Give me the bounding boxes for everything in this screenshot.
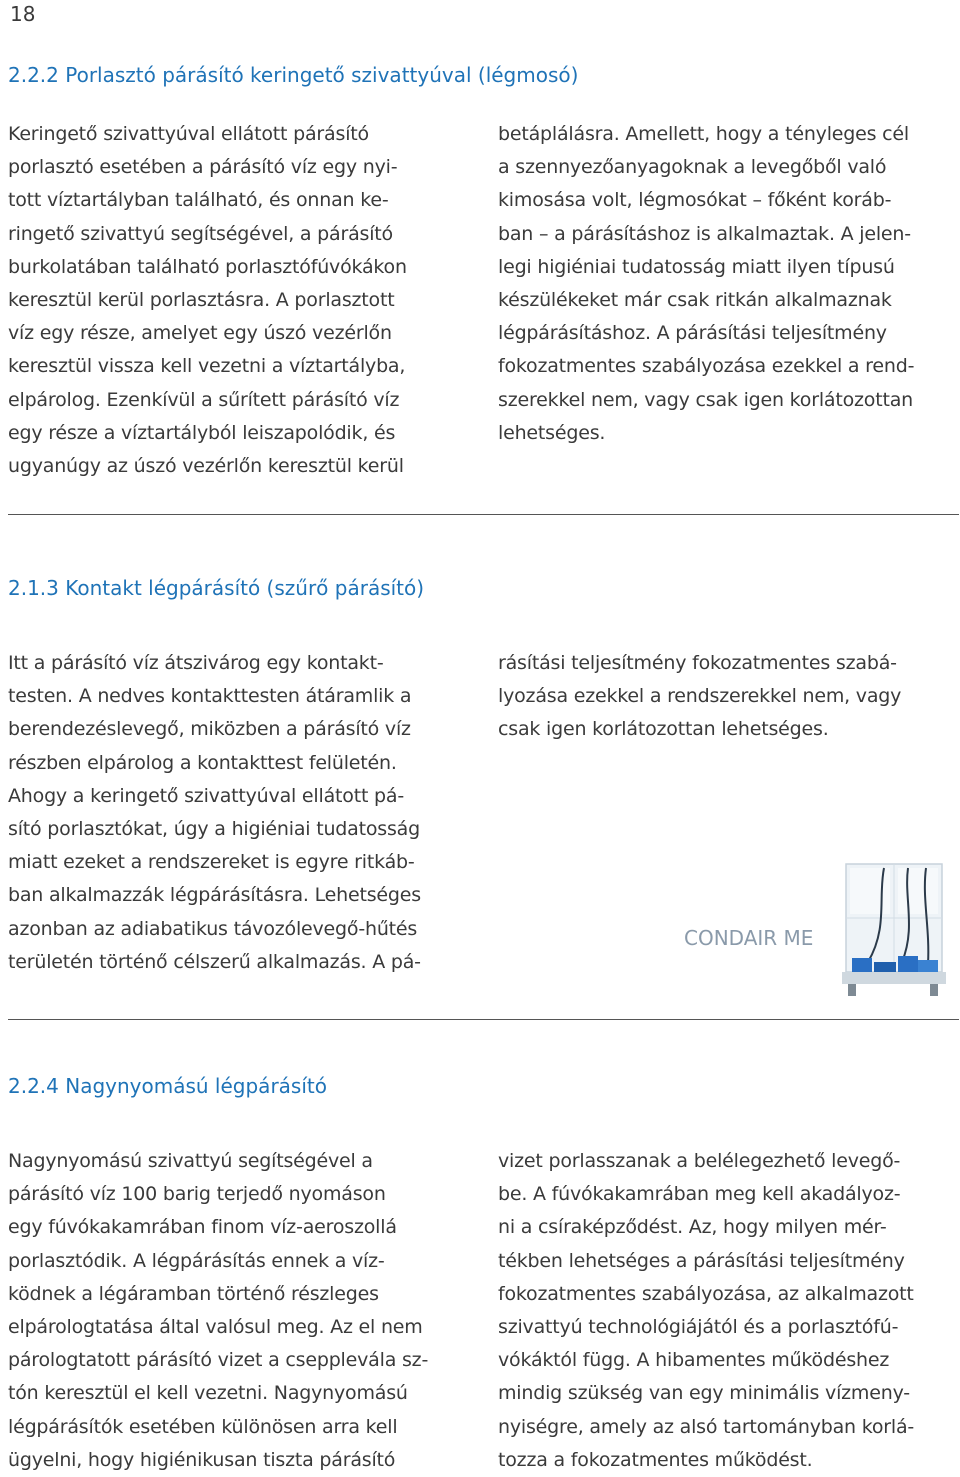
text-line: Ahogy a keringető szivattyúval ellátott pá-: [8, 784, 404, 807]
text-line: sító porlasztókat, úgy a higiéniai tudatosság: [8, 818, 420, 841]
text-line: víz egy része, amelyet egy úszó vezérlőn: [8, 322, 392, 345]
text-line: Nagynyomású szivattyú segítségével a: [8, 1150, 373, 1172]
text-line: keresztül vissza kell vezetni a víztartályba,: [8, 355, 406, 378]
text-line: egy fúvókakamrában finom víz-aeroszollá: [8, 1216, 397, 1239]
section-2-2-2-left-column: [8, 118, 478, 483]
text-line: vókáktól függ. A hibamentes működéshez: [498, 1349, 890, 1372]
section-2-1-3-left-column: [8, 647, 483, 979]
section-2-2-4-right-column: [498, 1145, 958, 1477]
text-line: porlasztódik. A légpárásítás ennek a víz-: [8, 1249, 385, 1272]
text-line: ban alkalmazzák légpárásításra. Lehetséges: [8, 884, 421, 907]
text-line: ügyelni, hogy higiénikusan tiszta párásító: [8, 1448, 396, 1471]
text-line: ringető szivattyú segítségével, a párásító: [8, 222, 393, 245]
text-line: szerekkel nem, vagy csak igen korlátozottan: [498, 388, 914, 411]
text-line: szivattyú technológiájától és a porlasztófú-: [498, 1316, 899, 1339]
text-line: ugyanúgy az úszó vezérlőn keresztül kerül: [8, 455, 404, 478]
text-line: tott víztartályban található, és onnan ke-: [8, 189, 389, 212]
page-number: 18: [10, 2, 36, 26]
text-line: tozza a fokozatmentes működést.: [498, 1448, 813, 1471]
text-line: vizet porlasszanak a belélegezhető levegő-: [498, 1150, 901, 1172]
text-line: tón keresztül el kell vezetni. Nagynyomású: [8, 1382, 408, 1405]
text-line: egy része a víztartályból leiszapolódik, és: [8, 421, 396, 444]
section-2-1-3-right-column: [498, 647, 958, 747]
text-line: tékben lehetséges a párásítási teljesítmény: [498, 1249, 905, 1272]
text-line: légpárásítók esetében különösen arra kell: [8, 1415, 398, 1438]
text-line: miatt ezeket a rendszereket is egyre ritkáb-: [8, 851, 415, 874]
text-line: Keringető szivattyúval ellátott párásító: [8, 123, 369, 145]
section-2-2-4-left-column: [8, 1145, 483, 1477]
text-line: be. A fúvókakamrában meg kell akadályoz-: [498, 1183, 901, 1206]
text-line: részben elpárolog a kontakttest felületén.: [8, 751, 397, 774]
text-line: burkolatában található porlasztófúvókákon: [8, 255, 407, 278]
section-divider: [8, 1019, 959, 1020]
text-line: a szennyezőanyagoknak a levegőből való: [498, 156, 887, 179]
section-heading-2-2-2: 2.2.2 Porlasztó párásító keringető szivattyúval (légmosó): [8, 63, 579, 87]
text-line: rásítási teljesítmény fokozatmentes szabá-: [498, 652, 897, 674]
text-line: ködnek a légáramban történő részleges: [8, 1282, 379, 1305]
section-2-2-2-right-column: [498, 118, 958, 450]
text-line: azonban az adiabatikus távozólevegő-hűtés: [8, 917, 418, 940]
section-heading-2-1-3: 2.1.3 Kontakt légpárásító (szűrő párásító): [8, 576, 425, 600]
text-line: porlasztó esetében a párásító víz egy nyi-: [8, 156, 398, 179]
text-line: fokozatmentes szabályozása ezekkel a rend-: [498, 355, 915, 378]
text-line: testen. A nedves kontakttesten átáramlik a: [8, 685, 412, 708]
text-line: csak igen korlátozottan lehetséges.: [498, 718, 829, 741]
text-line: betáplálásra. Amellett, hogy a tényleges cél: [498, 123, 909, 145]
text-line: területén történő célszerű alkalmazás. A pá-: [8, 950, 421, 973]
text-line: ban – a párásításhoz is alkalmaztak. A jelen-: [498, 222, 911, 245]
image-caption: CONDAIR ME: [684, 926, 814, 950]
text-line: légpárásításhoz. A párásítási teljesítmény: [498, 322, 887, 345]
text-line: lehetséges.: [498, 421, 606, 444]
text-line: nyiségre, amely az alsó tartományban korlá-: [498, 1415, 915, 1438]
text-line: ni a csíraképződést. Az, hogy milyen mér-: [498, 1216, 887, 1239]
text-line: készülékeket már csak ritkán alkalmaznak: [498, 289, 892, 312]
section-heading-2-2-4: 2.2.4 Nagynyomású légpárásító: [8, 1074, 327, 1098]
text-line: keresztül kerül porlasztásra. A porlasztott: [8, 289, 395, 312]
text-line: Itt a párásító víz átszivárog egy kontakt-: [8, 652, 384, 674]
text-line: mindig szükség van egy minimális vízmeny-: [498, 1382, 910, 1405]
text-line: legi higiéniai tudatosság miatt ilyen típusú: [498, 255, 895, 278]
text-line: fokozatmentes szabályozása, az alkalmazott: [498, 1282, 914, 1305]
text-line: elpárologtatása által valósul meg. Az el nem: [8, 1316, 423, 1339]
text-line: párásító víz 100 barig terjedő nyomáson: [8, 1183, 386, 1206]
condair-me-humidifier-icon: [838, 858, 948, 1000]
section-divider: [8, 514, 959, 515]
text-line: lyozása ezekkel a rendszerekkel nem, vagy: [498, 685, 902, 708]
text-line: elpárolog. Ezenkívül a sűrített párásító víz: [8, 388, 400, 411]
text-line: párologtatott párásító vizet a csepplevála sz-: [8, 1349, 429, 1372]
text-line: kimosása volt, légmosókat – főként koráb-: [498, 189, 892, 212]
text-line: berendezéslevegő, miközben a párásító víz: [8, 718, 411, 741]
